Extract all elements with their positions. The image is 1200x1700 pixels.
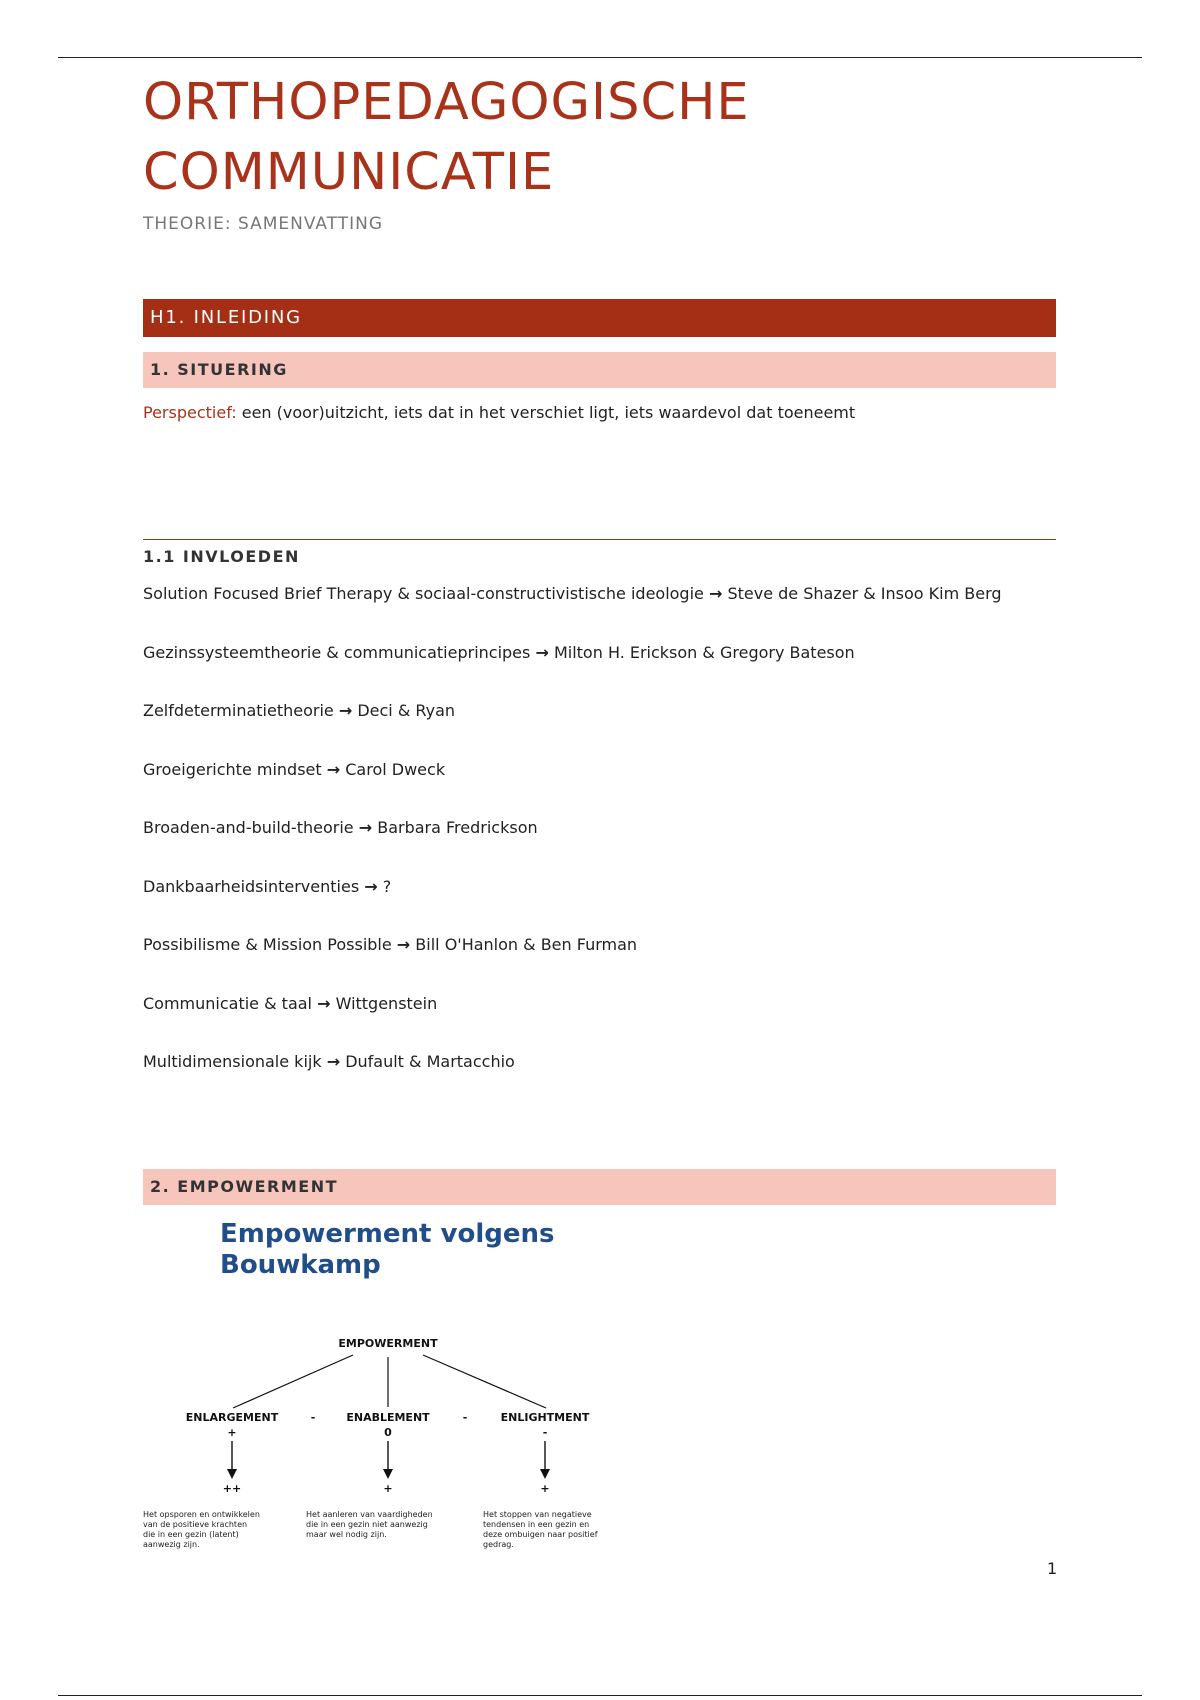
influence-theory: Dankbaarheidsinterventies xyxy=(143,876,360,896)
arrow-right-icon: → xyxy=(396,935,411,954)
influence-item xyxy=(143,877,391,896)
arrow-right-icon: → xyxy=(317,993,331,1013)
branch-descriptions xyxy=(143,1510,598,1549)
arrow-right-icon: → xyxy=(535,642,549,662)
influence-theory: Multidimensionale kijk xyxy=(143,1052,322,1071)
empowerment-diagram xyxy=(143,1215,663,1555)
influence-author: Carol Dweck xyxy=(345,759,446,779)
influence-item xyxy=(143,935,637,954)
section-heading-empowerment: 2. EMPOWERMENT xyxy=(143,1169,1056,1205)
influence-author: Bill O'Hanlon & Ben Furman xyxy=(415,935,638,954)
top-sign-enlargement: + xyxy=(227,1426,237,1439)
influence-item xyxy=(143,818,538,837)
influence-author: ? xyxy=(382,876,392,896)
influence-theory: Groeigerichte mindset xyxy=(143,759,322,779)
branch-label-enlargement: ENLARGEMENT xyxy=(185,1411,279,1424)
bottom-rule xyxy=(58,1695,1142,1696)
subsection-heading-invloeden: 1.1 INVLOEDEN xyxy=(143,547,300,566)
subsection-rule xyxy=(143,539,1056,540)
empowerment-figure xyxy=(143,1215,663,1555)
separator-1: - xyxy=(310,1411,316,1424)
branch-description-line: maar wel nodig zijn. xyxy=(306,1530,387,1539)
branch-label-enablement: ENABLEMENT xyxy=(346,1411,430,1424)
branch-label-enlightment: ENLIGHTMENT xyxy=(500,1411,590,1424)
branch-description-line: aanwezig zijn. xyxy=(143,1540,200,1549)
arrow-down-icon-enablement xyxy=(383,1441,393,1479)
arrow-right-icon: → xyxy=(326,1052,341,1071)
influence-author: Milton H. Erickson & Gregory Bateson xyxy=(553,642,855,662)
page-number: 1 xyxy=(1047,1559,1058,1578)
arrow-right-icon: → xyxy=(338,701,353,720)
chapter-heading: H1. INLEIDING xyxy=(143,299,1056,337)
branch-description-line: Het stoppen van negatieve xyxy=(483,1510,592,1519)
document-subtitle: THEORIE: SAMENVATTING xyxy=(143,214,384,234)
arrow-right-icon: → xyxy=(358,818,373,837)
branch-description-line: die in een gezin (latent) xyxy=(143,1530,239,1539)
top-sign-enablement: 0 xyxy=(384,1426,392,1439)
branch-description-line: van de positieve krachten xyxy=(143,1520,248,1529)
influence-item xyxy=(143,760,445,779)
branch-description-line: deze ombuigen naar positief xyxy=(483,1530,598,1539)
branch-description-line: Het opsporen en ontwikkelen xyxy=(143,1510,260,1519)
arrow-right-icon: → xyxy=(326,759,341,779)
influence-item xyxy=(143,701,455,720)
section-heading-situering: 1. SITUERING xyxy=(143,352,1056,388)
figure-title-line-1: Empowerment volgens xyxy=(220,1219,555,1249)
definition-text: een (voor)uitzicht, iets dat in het verschiet ligt, iets waardevol dat toeneemt xyxy=(236,403,856,422)
influence-item xyxy=(143,1052,515,1071)
arrow-down-icon-enlightment xyxy=(540,1441,550,1479)
influence-item xyxy=(143,994,437,1013)
influence-author: Barbara Fredrickson xyxy=(377,818,538,837)
influence-author: Steve de Shazer & Insoo Kim Berg xyxy=(727,584,1002,603)
connector-line-right xyxy=(423,1355,546,1408)
influence-author: Dufault & Martacchio xyxy=(345,1052,515,1071)
branch-description-line: Het aanleren van vaardigheden xyxy=(306,1510,433,1519)
influence-theory: Gezinssysteemtheorie & communicatieprincipes xyxy=(143,642,531,662)
definition-term: Perspectief: xyxy=(143,403,237,422)
branch-description-line: gedrag. xyxy=(483,1540,514,1549)
definition-paragraph xyxy=(143,403,855,422)
influence-theory: Communicatie & taal xyxy=(143,993,312,1013)
title-line-2: COMMUNICATIE xyxy=(143,143,555,202)
branch-description-line: tendensen in een gezin en xyxy=(483,1520,590,1529)
separator-2: - xyxy=(462,1411,468,1424)
influence-author: Wittgenstein xyxy=(335,993,438,1013)
document-title xyxy=(143,68,750,208)
branch-description-line: die in een gezin niet aanwezig xyxy=(306,1520,428,1529)
influence-theory: Possibilisme & Mission Possible xyxy=(143,935,392,954)
title-line-1: ORTHOPEDAGOGISCHE xyxy=(143,73,750,132)
bottom-sign-enablement: + xyxy=(383,1482,393,1495)
influence-author: Deci & Ryan xyxy=(357,701,456,720)
figure-title-line-2: Bouwkamp xyxy=(220,1250,381,1280)
bottom-sign-enlargement: ++ xyxy=(222,1482,242,1495)
influence-theory: Broaden-and-build-theorie xyxy=(143,818,354,837)
arrow-right-icon: → xyxy=(364,876,378,896)
arrow-down-icon-enlargement xyxy=(227,1441,237,1479)
top-sign-enlightment: - xyxy=(542,1426,548,1439)
influence-theory: Solution Focused Brief Therapy & sociaal-constructivistische ideologie xyxy=(143,584,704,603)
influence-item xyxy=(143,584,1002,603)
arrow-right-icon: → xyxy=(708,584,723,603)
connector-line-left xyxy=(233,1355,353,1408)
diagram-root-label: EMPOWERMENT xyxy=(338,1337,438,1350)
bottom-sign-enlightment: + xyxy=(540,1482,550,1495)
top-rule xyxy=(58,57,1142,58)
influence-theory: Zelfdeterminatietheorie xyxy=(143,701,334,720)
influence-item xyxy=(143,643,855,662)
